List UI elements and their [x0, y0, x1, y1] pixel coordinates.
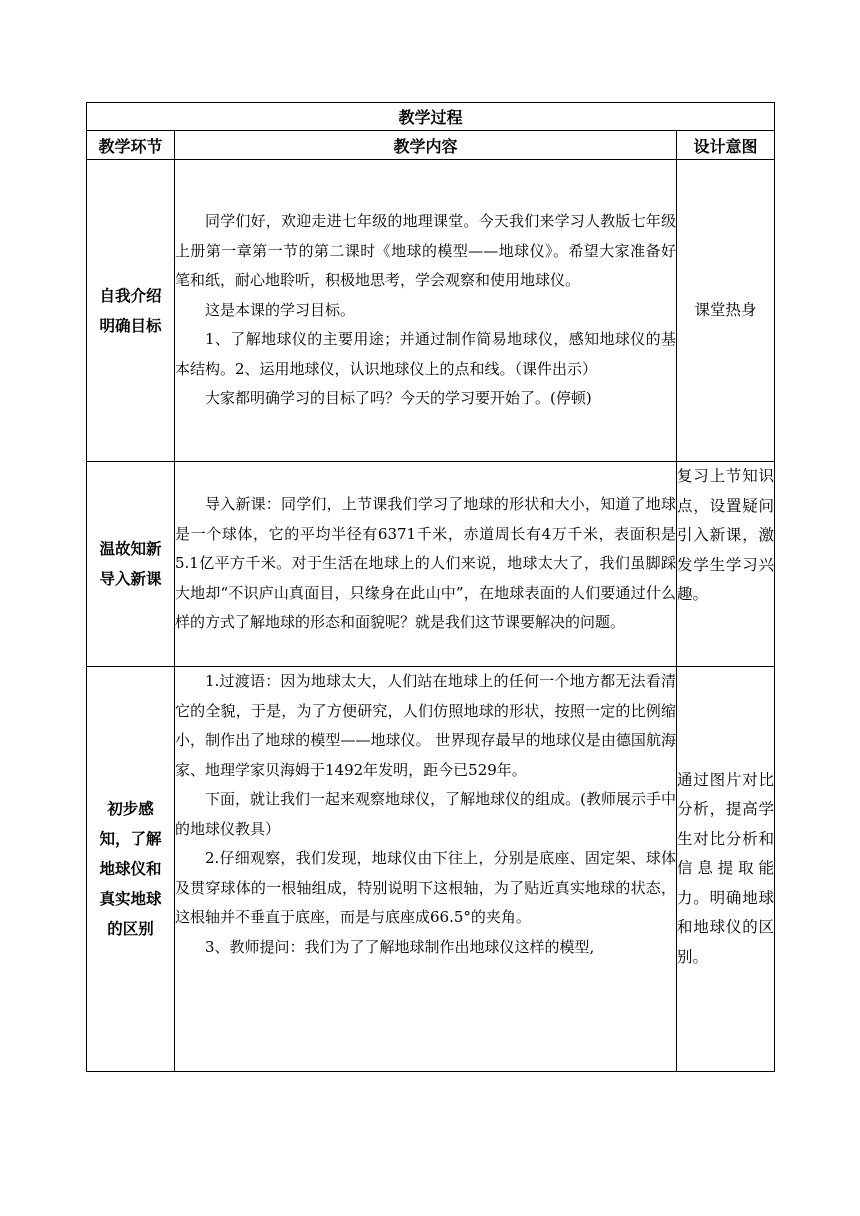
stage-label: 初步感 知，了解 地球仪和 真实地球 的区别: [99, 800, 162, 938]
content-paragraph: 导入新课：同学们，上节课我们学习了地球的形状和大小，知道了地球是一个球体，它的平均半径有6371千米，赤道周长有4万千米，表面积是5.1亿平方千米。对于生活在地球上的人们来说，地球太大了，我们虽脚踩大地却“不识庐山真面目，只缘身在此山中”，在地球表面的人们要通过什么样的方式了解地球的形态和面貌呢？就是我们这节课要解决的问题。: [175, 495, 676, 632]
teaching-process-table: [86, 102, 775, 1072]
intent-cell: 通过图片对比分析，提高学生对比分析和信息提取能力。明确地球和地球仪的区别。: [677, 667, 775, 1072]
stage-label: 温故知新 导入新课: [99, 540, 162, 588]
content-paragraph: 1.过渡语：因为地球太大，人们站在地球上的任何一个地方都无法看清它的全貌，于是，为了方便研究，人们仿照地球的形状，按照一定的比例缩小，制作出了地球的模型——地球仪。 世界现存最早的地球仪是由德国航海家、地理学家贝海姆于1492年发明，距今已529年。: [175, 672, 676, 779]
content-paragraph: 同学们好，欢迎走进七年级的地理课堂。今天我们来学习人教版七年级上册第一章第一节的第二课时《地球的模型——地球仪》。希望大家准备好笔和纸，耐心地聆听，积极地思考，学会观察和使用地球仪。: [175, 212, 676, 290]
stage-label: 自我介绍 明确目标: [99, 286, 162, 335]
table-title: 教学过程: [87, 103, 775, 131]
header-content: 教学内容: [175, 131, 677, 160]
table-row: [87, 667, 775, 1072]
table-row: [87, 160, 775, 462]
content-paragraph: 下面，就让我们一起来观察地球仪，了解地球仪的组成。(教师展示手中的地球仪教具）: [175, 790, 676, 838]
stage-cell: [87, 160, 175, 462]
intent-cell: 复习上节知识点，设置疑问引入新课，激发学生学习兴趣。: [677, 462, 775, 667]
stage-cell: [87, 667, 175, 1072]
content-paragraph: 大家都明确学习的目标了吗？今天的学习要开始了。(停顿): [205, 389, 592, 408]
content-paragraph: 1、了解地球仪的主要用途；并通过制作简易地球仪，感知地球仪的基本结构。2、运用地球仪，认识地球仪上的点和线。（课件出示）: [175, 330, 676, 378]
content-paragraph: 3、教师提问：我们为了了解地球制作出地球仪这样的模型,: [205, 937, 595, 956]
content-cell: [175, 667, 677, 1072]
content-cell: [175, 462, 677, 667]
content-paragraph: 这是本课的学习目标。: [205, 300, 356, 319]
content-paragraph: 2.仔细观察，我们发现，地球仪由下往上，分别是底座、固定架、球体及贯穿球体的一根轴组成，特别说明下这根轴，为了贴近真实地球的状态，这根轴并不垂直于底座，而是与底座成66.5°的夹角。: [175, 849, 676, 926]
content-cell: [175, 160, 677, 462]
intent-cell: 课堂热身: [677, 160, 775, 462]
stage-cell: [87, 462, 175, 667]
table-row: [87, 462, 775, 667]
header-intent: 设计意图: [677, 131, 775, 160]
header-stage: 教学环节: [87, 131, 175, 160]
